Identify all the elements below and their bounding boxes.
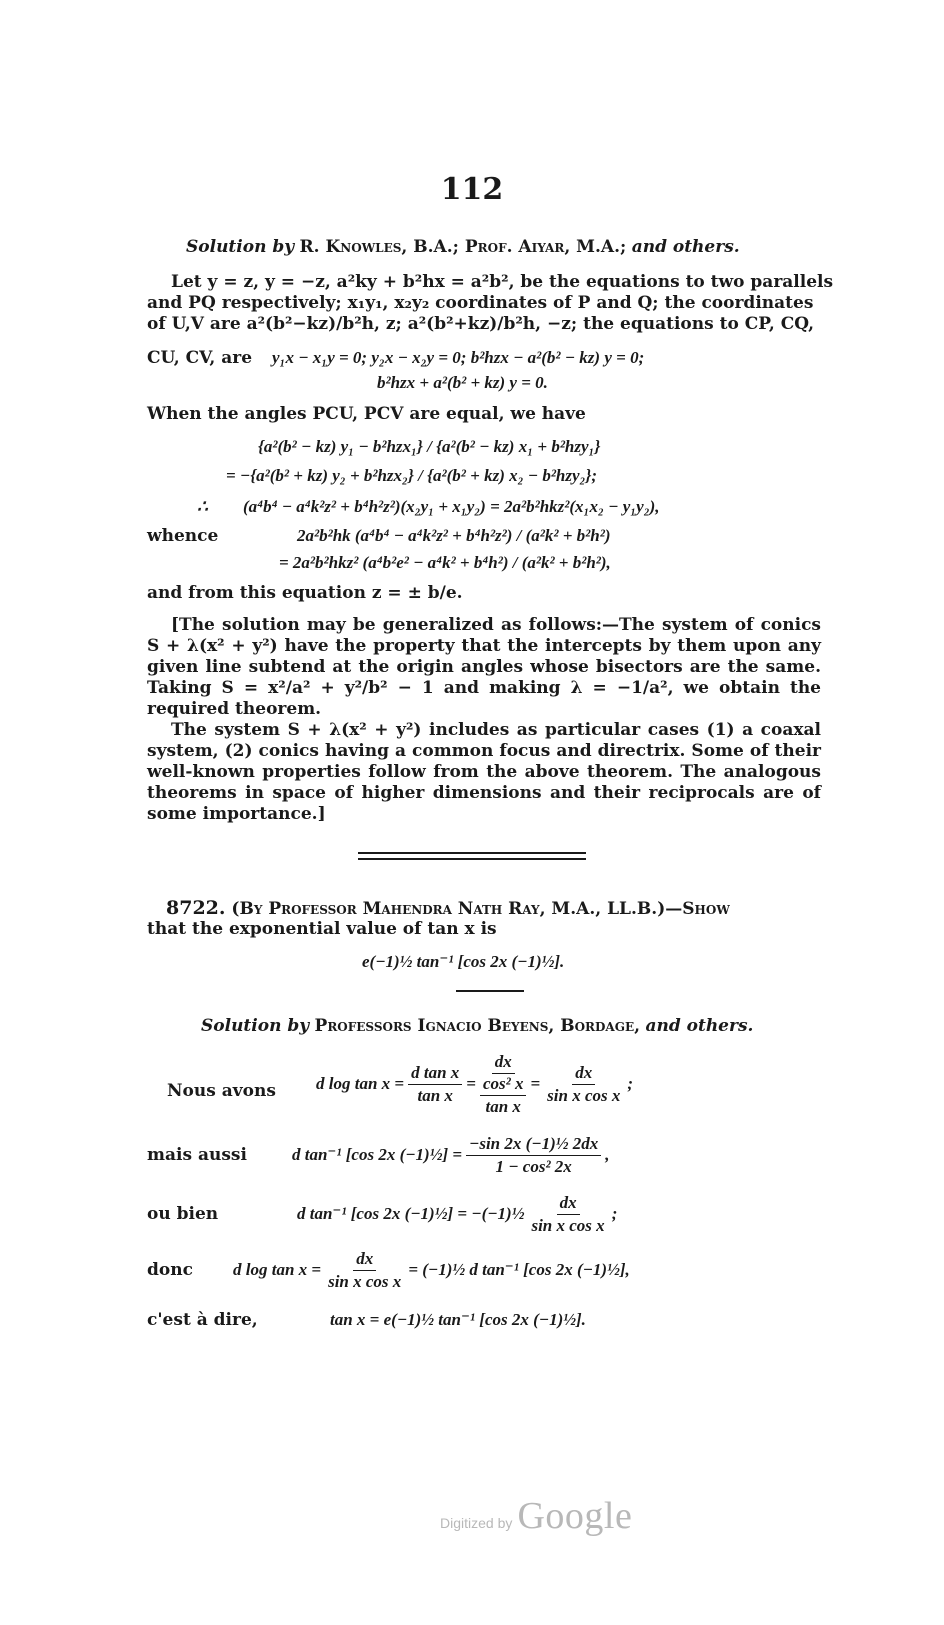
row1-label: Nous avons bbox=[167, 1081, 276, 1101]
row4-fraction bbox=[325, 1249, 404, 1292]
row1-fraction-3 bbox=[544, 1063, 623, 1106]
byline2-suffix: and others. bbox=[645, 1016, 754, 1036]
page-number: 112 bbox=[440, 172, 504, 207]
row5-label: c'est à dire, bbox=[147, 1310, 258, 1330]
row3-numerator: dx bbox=[557, 1193, 580, 1215]
row1-equals-2: = bbox=[530, 1074, 541, 1093]
equation-e: = 2a²b²hkz² (a⁴b²e² − a⁴k² + b⁴h²) / (a²k² + b²h²), bbox=[279, 553, 611, 572]
therefore-symbol: ∴ bbox=[197, 497, 208, 516]
row3-label: ou bien bbox=[147, 1204, 219, 1224]
row2-end: , bbox=[605, 1145, 610, 1164]
row2-numerator: −sin 2x (−1)½ 2dx bbox=[466, 1134, 601, 1156]
row1-fraction-2 bbox=[480, 1052, 527, 1117]
row3-equation bbox=[297, 1189, 617, 1239]
equation-c: (a⁴b⁴ − a⁴k²z² + b⁴h²z²)(x₂y₁ + x₁y₂) = 2a²b²hkz²(x₁x₂ − y₁y₂), bbox=[243, 497, 660, 516]
problem-author: (By Professor Mahendra Nath Ray, M.A., LL.B.)—Show bbox=[231, 899, 730, 919]
bracket-paragraphs bbox=[147, 615, 821, 825]
cu-label: CU, CV, are bbox=[147, 348, 253, 368]
byline-suffix: and others. bbox=[631, 237, 740, 257]
separator-rule-bottom bbox=[358, 858, 586, 860]
short-rule bbox=[456, 990, 524, 992]
row1-f2-numerator bbox=[480, 1052, 527, 1096]
problem-number: 8722. bbox=[166, 897, 226, 919]
para1-line2: and PQ respectively; x₁y₁, x₂y₂ coordinates of P and Q; the coordinates bbox=[147, 293, 814, 313]
byline2-prefix: Solution by bbox=[201, 1016, 310, 1036]
row1-f2-denominator: tan x bbox=[485, 1096, 521, 1116]
equation-b: = −{a²(b² + kz) y₂ + b²hzx₂} / {a²(b² + kz) x₂ − b²hzy₂}; bbox=[226, 466, 598, 485]
row5-equation: tan x = e(−1)½ tan⁻¹ [cos 2x (−1)½]. bbox=[330, 1310, 586, 1329]
whence-label: whence bbox=[147, 526, 219, 546]
row1-f2-num-top: dx bbox=[492, 1052, 515, 1074]
row3-lhs: d tan⁻¹ [cos 2x (−1)½] = −(−1)½ bbox=[297, 1204, 525, 1223]
row4-rhs: = (−1)½ d tan⁻¹ [cos 2x (−1)½], bbox=[408, 1260, 630, 1279]
row1-equation bbox=[316, 1042, 633, 1126]
problem-line2: that the exponential value of tan x is bbox=[147, 919, 497, 939]
row2-denominator: 1 − cos² 2x bbox=[495, 1156, 572, 1176]
byline-names: R. Knowles, B.A.; Prof. Aiyar, M.A.; bbox=[299, 237, 627, 257]
problem-formula: e(−1)½ tan⁻¹ [cos 2x (−1)½]. bbox=[362, 952, 565, 971]
row2-equation bbox=[292, 1130, 610, 1180]
byline-prefix: Solution by bbox=[186, 237, 295, 257]
row1-equals: = bbox=[466, 1074, 476, 1093]
separator-rule-top bbox=[358, 852, 586, 854]
para1-line1: Let y = z, y = −z, a²ky + b²hx = a²b², be the equations to two parallels bbox=[171, 272, 834, 292]
problem-heading bbox=[166, 898, 730, 920]
row1-f2-num-bottom: cos² x bbox=[482, 1073, 524, 1093]
row1-f1-denominator: tan x bbox=[417, 1085, 453, 1105]
google-logo: Google bbox=[517, 1495, 633, 1537]
row2-lhs: d tan⁻¹ [cos 2x (−1)½] = bbox=[292, 1145, 463, 1164]
row1-f1-numerator: d tan x bbox=[408, 1063, 462, 1085]
equation-a: {a²(b² − kz) y₁ − b²hzx₁} / {a²(b² − kz) x₁ + b²hzy₁} bbox=[258, 437, 601, 456]
row1-f3-numerator: dx bbox=[572, 1063, 595, 1085]
row4-equation bbox=[233, 1245, 630, 1295]
bracket-paragraph-1: [The solution may be generalized as follows:—The system of conics S + λ(x² + y²) have the property that the intercepts by them upon any given line subtend at the origin angles whose bisectors are the same. Taking S = x²/a² + y²/b² − 1 and making λ = −1/a², we obtain the required theorem. bbox=[147, 615, 821, 719]
equation-lines-1: y₁x − x₁y = 0; y₂x − x₂y = 0; b²hzx − a²(b² − kz) y = 0; bbox=[272, 348, 645, 367]
row1-end: ; bbox=[627, 1074, 634, 1093]
row3-denominator: sin x cos x bbox=[531, 1215, 605, 1235]
solution1-byline bbox=[186, 237, 740, 258]
watermark-small: Digitized by bbox=[440, 1515, 513, 1531]
equation-lines-2: b²hzx + a²(b² + kz) y = 0. bbox=[377, 373, 548, 392]
angles-intro: When the angles PCU, PCV are equal, we have bbox=[147, 404, 586, 424]
row2-fraction bbox=[466, 1134, 601, 1177]
row1-lhs: d log tan x = bbox=[316, 1074, 405, 1093]
row4-lhs: d log tan x = bbox=[233, 1260, 322, 1279]
row1-fraction-1 bbox=[408, 1063, 462, 1106]
row3-fraction bbox=[528, 1193, 607, 1236]
row4-denominator: sin x cos x bbox=[328, 1271, 402, 1291]
digitized-watermark bbox=[440, 1494, 632, 1538]
row2-label: mais aussi bbox=[147, 1145, 247, 1165]
byline2-names: Professors Ignacio Beyens, Bordage, bbox=[314, 1016, 641, 1036]
conclusion: and from this equation z = ± b/e. bbox=[147, 583, 463, 603]
solution2-byline bbox=[201, 1016, 753, 1037]
row4-numerator: dx bbox=[353, 1249, 376, 1271]
row4-label: donc bbox=[147, 1260, 193, 1280]
bracket-paragraph-2: The system S + λ(x² + y²) includes as particular cases (1) a coaxal system, (2) conics having a common focus and directrix. Some of their well-known properties follow from the above theorem. The analogous theorems in space of higher dimensions and their reciprocals are of some importance.] bbox=[147, 720, 821, 824]
row3-end: ; bbox=[611, 1204, 618, 1223]
equation-d: 2a²b²hk (a⁴b⁴ − a⁴k²z² + b⁴h²z²) / (a²k² + b²h²) bbox=[297, 526, 611, 545]
para1-line3: of U,V are a²(b²−kz)/b²h, z; a²(b²+kz)/b²h, −z; the equations to CP, CQ, bbox=[147, 314, 815, 334]
row1-f3-denominator: sin x cos x bbox=[547, 1085, 621, 1105]
